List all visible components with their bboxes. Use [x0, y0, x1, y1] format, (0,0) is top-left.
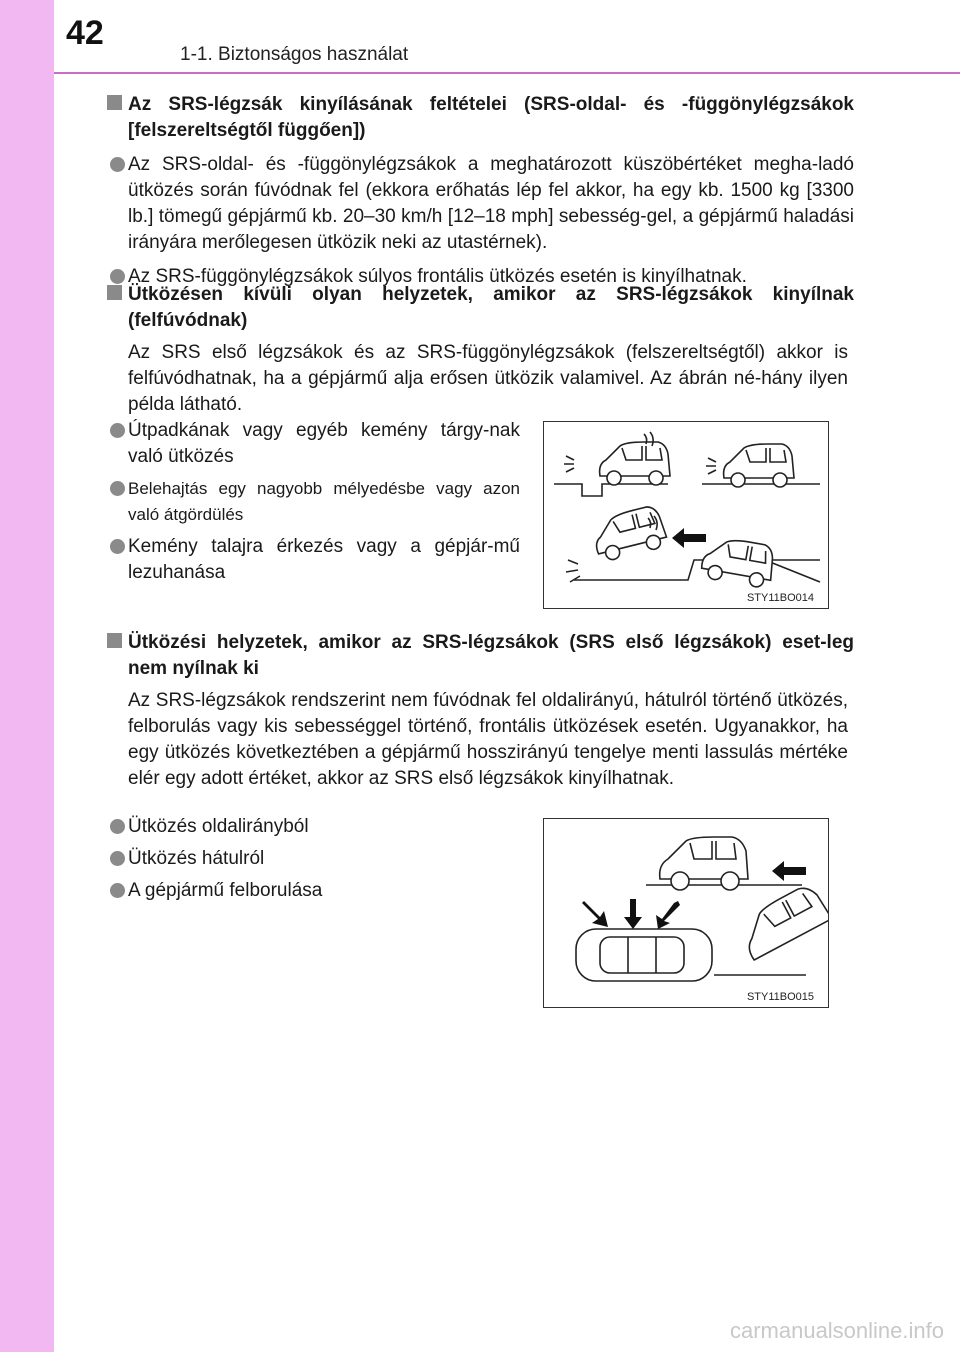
figure-non-deploy — [543, 818, 829, 1008]
figure-underbody-impact — [543, 421, 829, 609]
circle-bullet-icon — [110, 539, 125, 554]
circle-bullet-icon — [110, 851, 125, 866]
list-item-text: Ütközés oldalirányból — [128, 816, 309, 837]
list-item — [110, 534, 520, 586]
section-heading: Ütközési helyzetek, amikor az SRS-légzsákok (SRS első légzsákok) eset-leg nem nyílnak ki — [128, 632, 854, 679]
list-item-text: Útpadkának vagy egyéb kemény tárgy-nak való ütközés — [128, 420, 520, 467]
circle-bullet-icon — [110, 883, 125, 898]
list-item-text: A gépjármű felborulása — [128, 880, 323, 901]
page-number: 42 — [66, 14, 104, 52]
square-bullet-icon — [107, 95, 122, 110]
list-item — [110, 846, 510, 872]
list-item — [110, 878, 510, 904]
list-item — [110, 814, 510, 840]
header-rule — [54, 72, 960, 74]
section2-bullet-list — [110, 418, 520, 586]
list-item — [110, 418, 520, 470]
list-item-text: Kemény talajra érkezés vagy a gépjár-mű lezuhanása — [128, 536, 520, 583]
square-bullet-icon — [107, 285, 122, 300]
page-sidebar-tab — [0, 0, 54, 1352]
list-item-text: Ütközés hátulról — [128, 848, 265, 869]
section-title: 1-1. Biztonságos használat — [180, 44, 409, 65]
section-non-deploy-situations — [110, 630, 854, 792]
car-collision-types-illustration — [544, 819, 828, 1007]
section-non-collision-deploy — [110, 282, 854, 418]
section-heading: Ütközésen kívüli olyan helyzetek, amikor az SRS-légzsákok kinyílnak (felfúvódnak) — [128, 284, 854, 331]
figure-label: STY11BO015 — [746, 991, 814, 1003]
list-item-text: Az SRS-függönylégzsákok súlyos frontális ütközés esetén is kinyílhatnak. — [128, 266, 747, 287]
watermark: carmanualsonline.info — [729, 1318, 944, 1343]
circle-bullet-icon — [110, 157, 125, 172]
car-underbody-impact-illustration — [544, 422, 828, 608]
circle-bullet-icon — [110, 423, 125, 438]
section-paragraph: Az SRS első légzsákok és az SRS-függönylégzsákok (felszereltségtől) akkor is felfúvódhatnak, ha a gépjármű alja erősen ütközik valamivel. Az ábrán né-hány ilyen példa látható. — [128, 342, 848, 415]
section-airbag-conditions — [110, 92, 854, 290]
square-bullet-icon — [107, 633, 122, 648]
list-item-text: Az SRS-oldal- és -függönylégzsákok a meghatározott küszöbértéket megha-ladó ütközés során fúvódnak fel (ekkora erőhatás lép fel akkor, ha egy kb. 1500 kg [3300 lb.] tömegű gépjármű kb. 20–30 km/h [12–18 mph] sebesség-gel, a gépjármű haladási irányára merőlegesen ütközik neki az utastérnek). — [128, 154, 854, 253]
figure-label: STY11BO014 — [746, 592, 814, 604]
section-heading: Az SRS-légzsák kinyílásának feltételei (SRS-oldal- és -függönylégzsákok [felszereltségtől függően]) — [128, 94, 854, 141]
list-item-text: Belehajtás egy nagyobb mélyedésbe vagy azon való átgördülés — [128, 479, 520, 524]
section3-bullet-list — [110, 814, 510, 904]
section-paragraph: Az SRS-légzsákok rendszerint nem fúvódnak fel oldalirányú, hátulról történő ütközés, felborulás vagy kis sebességgel történő, frontális ütközések esetén. Ugyanakkor, ha egy ütközés következtében a gépjármű hosszirányú tengelye menti lassulás mértéke elér egy adott értéket, akkor az SRS első légzsákok kinyílhatnak. — [128, 690, 848, 789]
circle-bullet-icon — [110, 819, 125, 834]
list-item — [110, 152, 854, 256]
circle-bullet-icon — [110, 481, 125, 496]
list-item — [110, 476, 520, 528]
